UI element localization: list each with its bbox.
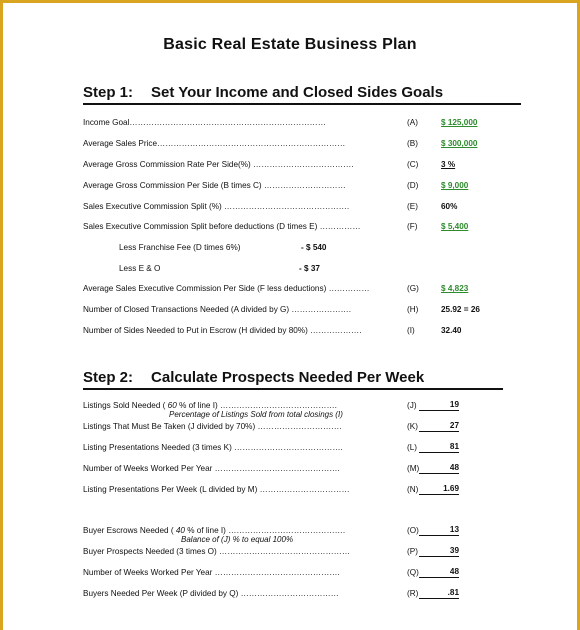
listings-sold-note: Percentage of Listings Sold from total closings (I) bbox=[169, 410, 343, 419]
step1-label: Step 1: bbox=[83, 84, 134, 101]
buyer-escrows-note: Balance of (J) % to equal 100% bbox=[181, 535, 294, 544]
step1-heading bbox=[83, 84, 443, 101]
step2-title: Calculate Prospects Needed Per Week bbox=[151, 369, 425, 386]
step2-label: Step 2: bbox=[83, 369, 134, 386]
page-title: Basic Real Estate Business Plan bbox=[163, 36, 417, 53]
step2-heading bbox=[83, 369, 424, 386]
step2-rule bbox=[83, 388, 503, 390]
step1-rule bbox=[83, 103, 521, 105]
deduction-franchise-fee: Less Franchise Fee (D times 6%) - $ 540 bbox=[119, 243, 327, 252]
deduction-e-and-o: Less E & O - $ 37 bbox=[119, 264, 320, 273]
step1-title: Set Your Income and Closed Sides Goals bbox=[151, 84, 444, 101]
document-page: Basic Real Estate Business Plan Step 1: Set Your Income and Closed Sides Goals Income Goal……………………………………………………………… (A) $ 125,000 Average Sales Price…………………………………………………………… (B) $ 300,000 Average Gross Commission Rate Per Side(%) ………………………………. (C) 3 % Average Gross Commission Per Side (B times C) ………………………… (D) $ 9,000 Sales Executive Commission Split (%) ………………………………………. (E) 60% Sales Executive Commission Split before deductions (D times E) …………… (F) $ 5,400 Less Franchise Fee (D times 6%) - $ 540 Less E & O - $ 37 Average Sales Executive Commission Per Side (F less deductions) …………… (G) $ 4,823 Number of Closed Transactions Needed (A divided by G) …………………. (H) 25.92 = 26 Number of Sides Needed to Put in Escrow (H divided by 80%) ………………. (I) 32.40 Step 2: Calculate Prospects Needed Per Week Listings Sold Needed ( 60 % of line I) ……………………………………. (J) 19 Percentage of Listings Sold from total closings (I) Listings That Must Be Taken (J divided by 70%) …………………………. (K) 27 Listing Presentations Needed (3 times K) …………………………………. (L) 81 Number of Weeks Worked Per Year ………………………………………. (M) 48 Listing Presentations Per Week (L divided by M) …………………………… (N) 1.69 Buyer Escrows Needed ( 40 % of line I) ……………………………………. (O) 13 Balance of (J) % to equal 100% Buyer Prospects Needed (3 times O) ………………………………………… (P) 39 Number of Weeks Worked Per Year ………………………………………. (Q) 48 Buyers Needed Per Week (P divided by Q) ……………………………… (R) .81 bbox=[3, 3, 577, 630]
